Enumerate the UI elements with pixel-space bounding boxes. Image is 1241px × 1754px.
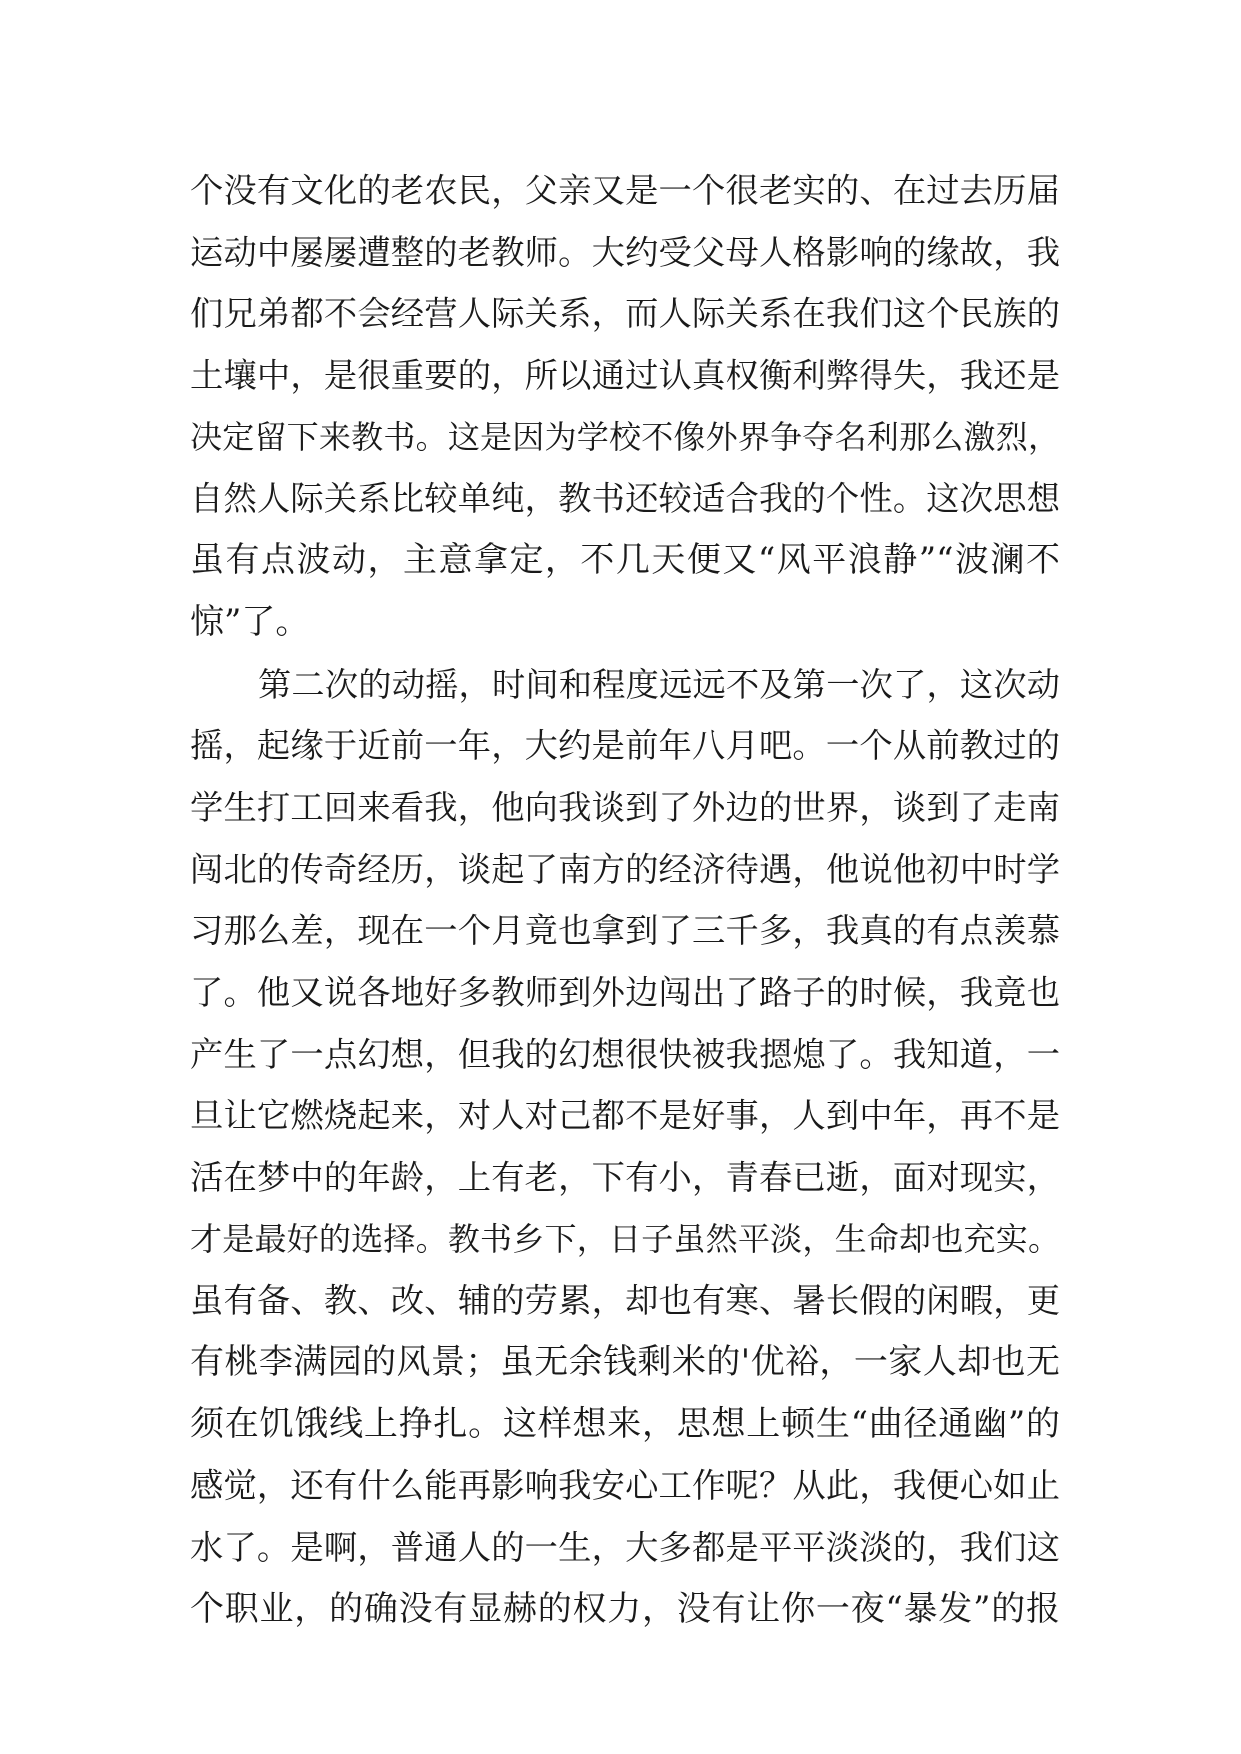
paragraph-start-line: 第二次的动摇，时间和程度远远不及第一次了，这次动 — [258, 664, 1060, 704]
text-line: 决定留下来教书。这是因为学校不像外界争夺名利那么激烈， — [190, 417, 1060, 456]
text-line: 了。他又说各地好多教师到外边闯出了路子的时候，我竟也 — [190, 972, 1060, 1012]
body-text — [190, 160, 1060, 1641]
text-line: 摇，起缘于近前一年，大约是前年八月吧。一个从前教过的 — [190, 726, 1060, 766]
text-line: 自然人际关系比较单纯，教书还较适合我的个性。这次思想 — [190, 479, 1060, 519]
text-line: 个没有文化的老农民，父亲又是一个很老实的、在过去历届 — [190, 171, 1060, 210]
text-line: 旦让它燃烧起来，对人对己都不是好事，人到中年，再不是 — [190, 1096, 1060, 1136]
text-line: 虽有点波动，主意拿定，不几天便又“风平浪静”“波澜不 — [190, 540, 1060, 581]
text-line: 有桃李满园的风景；虽无余钱剩米的'优裕，一家人却也无 — [190, 1342, 1060, 1383]
text-line: 土壤中，是很重要的，所以通过认真权衡利弊得失，我还是 — [190, 356, 1060, 396]
text-line: 个职业，的确没有显赫的权力，没有让你一夜“暴发”的报 — [190, 1588, 1060, 1629]
text-line: 运动中屡屡遭整的老教师。大约受父母人格影响的缘故，我 — [190, 232, 1060, 272]
text-line: 习那么差，现在一个月竟也拿到了三千多，我真的有点羡慕 — [190, 911, 1060, 951]
text-line: 们兄弟都不会经营人际关系，而人际关系在我们这个民族的 — [190, 294, 1060, 334]
text-line: 感觉，还有什么能再影响我安心工作呢？从此，我便心如止 — [190, 1466, 1060, 1506]
text-line: 学生打工回来看我，他向我谈到了外边的世界，谈到了走南 — [190, 787, 1060, 827]
text-line: 水了。是啊，普通人的一生，大多都是平平淡淡的，我们这 — [190, 1528, 1060, 1568]
paragraph-end-line: 惊”了。 — [190, 601, 310, 642]
text-line: 闯北的传奇经历，谈起了南方的经济待遇，他说他初中时学 — [190, 849, 1060, 889]
text-line: 活在梦中的年龄，上有老，下有小，青春已逝，面对现实， — [190, 1158, 1060, 1197]
text-line: 虽有备、教、改、辅的劳累，却也有寒、暑长假的闲暇，更 — [190, 1281, 1060, 1321]
text-line: 产生了一点幻想，但我的幻想很快被我摁熄了。我知道，一 — [190, 1034, 1060, 1074]
text-line: 须在饥饿线上挣扎。这样想来，思想上顿生“曲径通幽”的 — [190, 1403, 1060, 1444]
text-line: 才是最好的选择。教书乡下，日子虽然平淡，生命却也充实。 — [190, 1219, 1060, 1258]
